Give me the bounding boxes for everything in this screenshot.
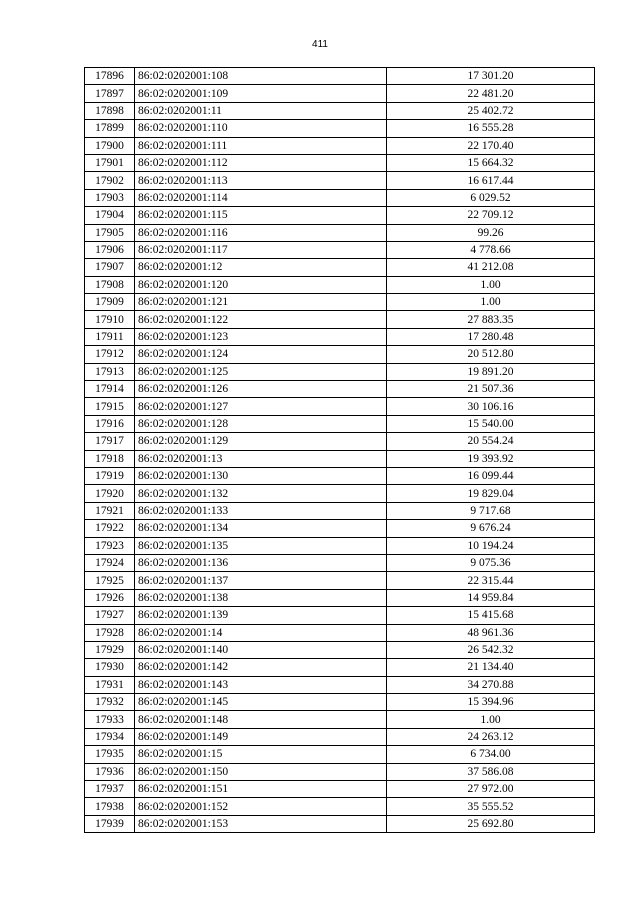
table-row	[85, 694, 595, 711]
value-cell: 48 961.36	[387, 624, 595, 641]
value-cell: 15 415.68	[387, 607, 595, 624]
row-number-cell: 17904	[85, 207, 135, 224]
table-row	[85, 102, 595, 119]
value-cell: 22 315.44	[387, 572, 595, 589]
row-number-cell: 17927	[85, 607, 135, 624]
row-number-cell: 17923	[85, 537, 135, 554]
row-number-cell: 17910	[85, 311, 135, 328]
table-row	[85, 798, 595, 815]
table-row	[85, 502, 595, 519]
table-row	[85, 398, 595, 415]
value-cell: 27 972.00	[387, 781, 595, 798]
table-row	[85, 815, 595, 832]
table-row	[85, 294, 595, 311]
cadastral-number-cell: 86:02:0202001:126	[135, 381, 387, 398]
cadastral-number-cell: 86:02:0202001:145	[135, 694, 387, 711]
cadastral-number-cell: 86:02:0202001:112	[135, 154, 387, 171]
table-row	[85, 554, 595, 571]
table-row	[85, 241, 595, 258]
cadastral-number-cell: 86:02:0202001:152	[135, 798, 387, 815]
table-row	[85, 624, 595, 641]
row-number-cell: 17929	[85, 641, 135, 658]
value-cell: 4 778.66	[387, 241, 595, 258]
table-row	[85, 189, 595, 206]
cadastral-number-cell: 86:02:0202001:125	[135, 363, 387, 380]
value-cell: 34 270.88	[387, 676, 595, 693]
table-row	[85, 467, 595, 484]
row-number-cell: 17932	[85, 694, 135, 711]
table-row	[85, 154, 595, 171]
table-row	[85, 207, 595, 224]
table-row	[85, 485, 595, 502]
row-number-cell: 17918	[85, 450, 135, 467]
row-number-cell: 17933	[85, 711, 135, 728]
value-cell: 10 194.24	[387, 537, 595, 554]
cadastral-number-cell: 86:02:0202001:113	[135, 172, 387, 189]
value-cell: 20 554.24	[387, 433, 595, 450]
value-cell: 9 717.68	[387, 502, 595, 519]
row-number-cell: 17924	[85, 554, 135, 571]
table-row	[85, 433, 595, 450]
table-row	[85, 641, 595, 658]
table-row	[85, 68, 595, 85]
value-cell: 21 507.36	[387, 381, 595, 398]
table-row	[85, 589, 595, 606]
table-row	[85, 363, 595, 380]
row-number-cell: 17928	[85, 624, 135, 641]
value-cell: 20 512.80	[387, 346, 595, 363]
row-number-cell: 17909	[85, 294, 135, 311]
row-number-cell: 17921	[85, 502, 135, 519]
table-row	[85, 659, 595, 676]
row-number-cell: 17926	[85, 589, 135, 606]
row-number-cell: 17913	[85, 363, 135, 380]
cadastral-number-cell: 86:02:0202001:13	[135, 450, 387, 467]
value-cell: 35 555.52	[387, 798, 595, 815]
row-number-cell: 17939	[85, 815, 135, 832]
cadastral-number-cell: 86:02:0202001:117	[135, 241, 387, 258]
value-cell: 16 099.44	[387, 467, 595, 484]
row-number-cell: 17901	[85, 154, 135, 171]
cadastral-number-cell: 86:02:0202001:14	[135, 624, 387, 641]
cadastral-number-cell: 86:02:0202001:133	[135, 502, 387, 519]
value-cell: 6 029.52	[387, 189, 595, 206]
row-number-cell: 17937	[85, 781, 135, 798]
cadastral-number-cell: 86:02:0202001:12	[135, 259, 387, 276]
row-number-cell: 17917	[85, 433, 135, 450]
value-cell: 1.00	[387, 276, 595, 293]
cadastral-number-cell: 86:02:0202001:15	[135, 746, 387, 763]
value-cell: 22 170.40	[387, 137, 595, 154]
table-row	[85, 259, 595, 276]
cadastral-number-cell: 86:02:0202001:124	[135, 346, 387, 363]
cadastral-number-cell: 86:02:0202001:137	[135, 572, 387, 589]
value-cell: 6 734.00	[387, 746, 595, 763]
row-number-cell: 17930	[85, 659, 135, 676]
table-row	[85, 172, 595, 189]
table-row	[85, 450, 595, 467]
row-number-cell: 17916	[85, 415, 135, 432]
row-number-cell: 17911	[85, 328, 135, 345]
table-row	[85, 607, 595, 624]
table-row	[85, 520, 595, 537]
row-number-cell: 17920	[85, 485, 135, 502]
registry-table-body	[85, 68, 595, 833]
row-number-cell: 17919	[85, 467, 135, 484]
value-cell: 19 891.20	[387, 363, 595, 380]
cadastral-number-cell: 86:02:0202001:142	[135, 659, 387, 676]
value-cell: 1.00	[387, 294, 595, 311]
row-number-cell: 17899	[85, 120, 135, 137]
row-number-cell: 17912	[85, 346, 135, 363]
row-number-cell: 17897	[85, 85, 135, 102]
value-cell: 30 106.16	[387, 398, 595, 415]
value-cell: 27 883.35	[387, 311, 595, 328]
row-number-cell: 17915	[85, 398, 135, 415]
value-cell: 15 664.32	[387, 154, 595, 171]
table-row	[85, 572, 595, 589]
row-number-cell: 17907	[85, 259, 135, 276]
cadastral-number-cell: 86:02:0202001:115	[135, 207, 387, 224]
cadastral-number-cell: 86:02:0202001:114	[135, 189, 387, 206]
cadastral-number-cell: 86:02:0202001:127	[135, 398, 387, 415]
cadastral-number-cell: 86:02:0202001:116	[135, 224, 387, 241]
cadastral-number-cell: 86:02:0202001:140	[135, 641, 387, 658]
value-cell: 25 402.72	[387, 102, 595, 119]
row-number-cell: 17898	[85, 102, 135, 119]
row-number-cell: 17908	[85, 276, 135, 293]
cadastral-number-cell: 86:02:0202001:153	[135, 815, 387, 832]
table-row	[85, 728, 595, 745]
cadastral-number-cell: 86:02:0202001:108	[135, 68, 387, 85]
value-cell: 17 301.20	[387, 68, 595, 85]
cadastral-number-cell: 86:02:0202001:111	[135, 137, 387, 154]
cadastral-number-cell: 86:02:0202001:139	[135, 607, 387, 624]
value-cell: 1.00	[387, 711, 595, 728]
value-cell: 14 959.84	[387, 589, 595, 606]
value-cell: 22 481.20	[387, 85, 595, 102]
table-row	[85, 224, 595, 241]
cadastral-number-cell: 86:02:0202001:110	[135, 120, 387, 137]
value-cell: 21 134.40	[387, 659, 595, 676]
table-row	[85, 137, 595, 154]
row-number-cell: 17902	[85, 172, 135, 189]
value-cell: 16 555.28	[387, 120, 595, 137]
registry-table	[84, 67, 595, 833]
table-row	[85, 85, 595, 102]
cadastral-number-cell: 86:02:0202001:122	[135, 311, 387, 328]
value-cell: 26 542.32	[387, 641, 595, 658]
row-number-cell: 17931	[85, 676, 135, 693]
value-cell: 24 263.12	[387, 728, 595, 745]
cadastral-number-cell: 86:02:0202001:123	[135, 328, 387, 345]
row-number-cell: 17906	[85, 241, 135, 258]
row-number-cell: 17922	[85, 520, 135, 537]
table-row	[85, 276, 595, 293]
value-cell: 41 212.08	[387, 259, 595, 276]
row-number-cell: 17938	[85, 798, 135, 815]
row-number-cell: 17925	[85, 572, 135, 589]
value-cell: 37 586.08	[387, 763, 595, 780]
table-row	[85, 346, 595, 363]
table-row	[85, 120, 595, 137]
value-cell: 9 075.36	[387, 554, 595, 571]
table-row	[85, 537, 595, 554]
value-cell: 19 393.92	[387, 450, 595, 467]
value-cell: 17 280.48	[387, 328, 595, 345]
row-number-cell: 17903	[85, 189, 135, 206]
value-cell: 22 709.12	[387, 207, 595, 224]
cadastral-number-cell: 86:02:0202001:138	[135, 589, 387, 606]
table-row	[85, 711, 595, 728]
table-row	[85, 415, 595, 432]
row-number-cell: 17914	[85, 381, 135, 398]
cadastral-number-cell: 86:02:0202001:130	[135, 467, 387, 484]
value-cell: 19 829.04	[387, 485, 595, 502]
value-cell: 9 676.24	[387, 520, 595, 537]
cadastral-number-cell: 86:02:0202001:134	[135, 520, 387, 537]
cadastral-number-cell: 86:02:0202001:150	[135, 763, 387, 780]
cadastral-number-cell: 86:02:0202001:143	[135, 676, 387, 693]
row-number-cell: 17935	[85, 746, 135, 763]
cadastral-number-cell: 86:02:0202001:149	[135, 728, 387, 745]
cadastral-number-cell: 86:02:0202001:148	[135, 711, 387, 728]
table-row	[85, 781, 595, 798]
row-number-cell: 17900	[85, 137, 135, 154]
cadastral-number-cell: 86:02:0202001:136	[135, 554, 387, 571]
page-number: 411	[312, 39, 328, 50]
row-number-cell: 17934	[85, 728, 135, 745]
table-row	[85, 311, 595, 328]
cadastral-number-cell: 86:02:0202001:11	[135, 102, 387, 119]
cadastral-number-cell: 86:02:0202001:132	[135, 485, 387, 502]
table-row	[85, 746, 595, 763]
value-cell: 25 692.80	[387, 815, 595, 832]
table-row	[85, 676, 595, 693]
table-row	[85, 381, 595, 398]
cadastral-number-cell: 86:02:0202001:109	[135, 85, 387, 102]
value-cell: 15 540.00	[387, 415, 595, 432]
value-cell: 15 394.96	[387, 694, 595, 711]
row-number-cell: 17896	[85, 68, 135, 85]
cadastral-number-cell: 86:02:0202001:121	[135, 294, 387, 311]
row-number-cell: 17936	[85, 763, 135, 780]
cadastral-number-cell: 86:02:0202001:129	[135, 433, 387, 450]
cadastral-number-cell: 86:02:0202001:128	[135, 415, 387, 432]
value-cell: 99.26	[387, 224, 595, 241]
cadastral-number-cell: 86:02:0202001:151	[135, 781, 387, 798]
cadastral-number-cell: 86:02:0202001:135	[135, 537, 387, 554]
table-row	[85, 763, 595, 780]
row-number-cell: 17905	[85, 224, 135, 241]
value-cell: 16 617.44	[387, 172, 595, 189]
table-row	[85, 328, 595, 345]
cadastral-number-cell: 86:02:0202001:120	[135, 276, 387, 293]
